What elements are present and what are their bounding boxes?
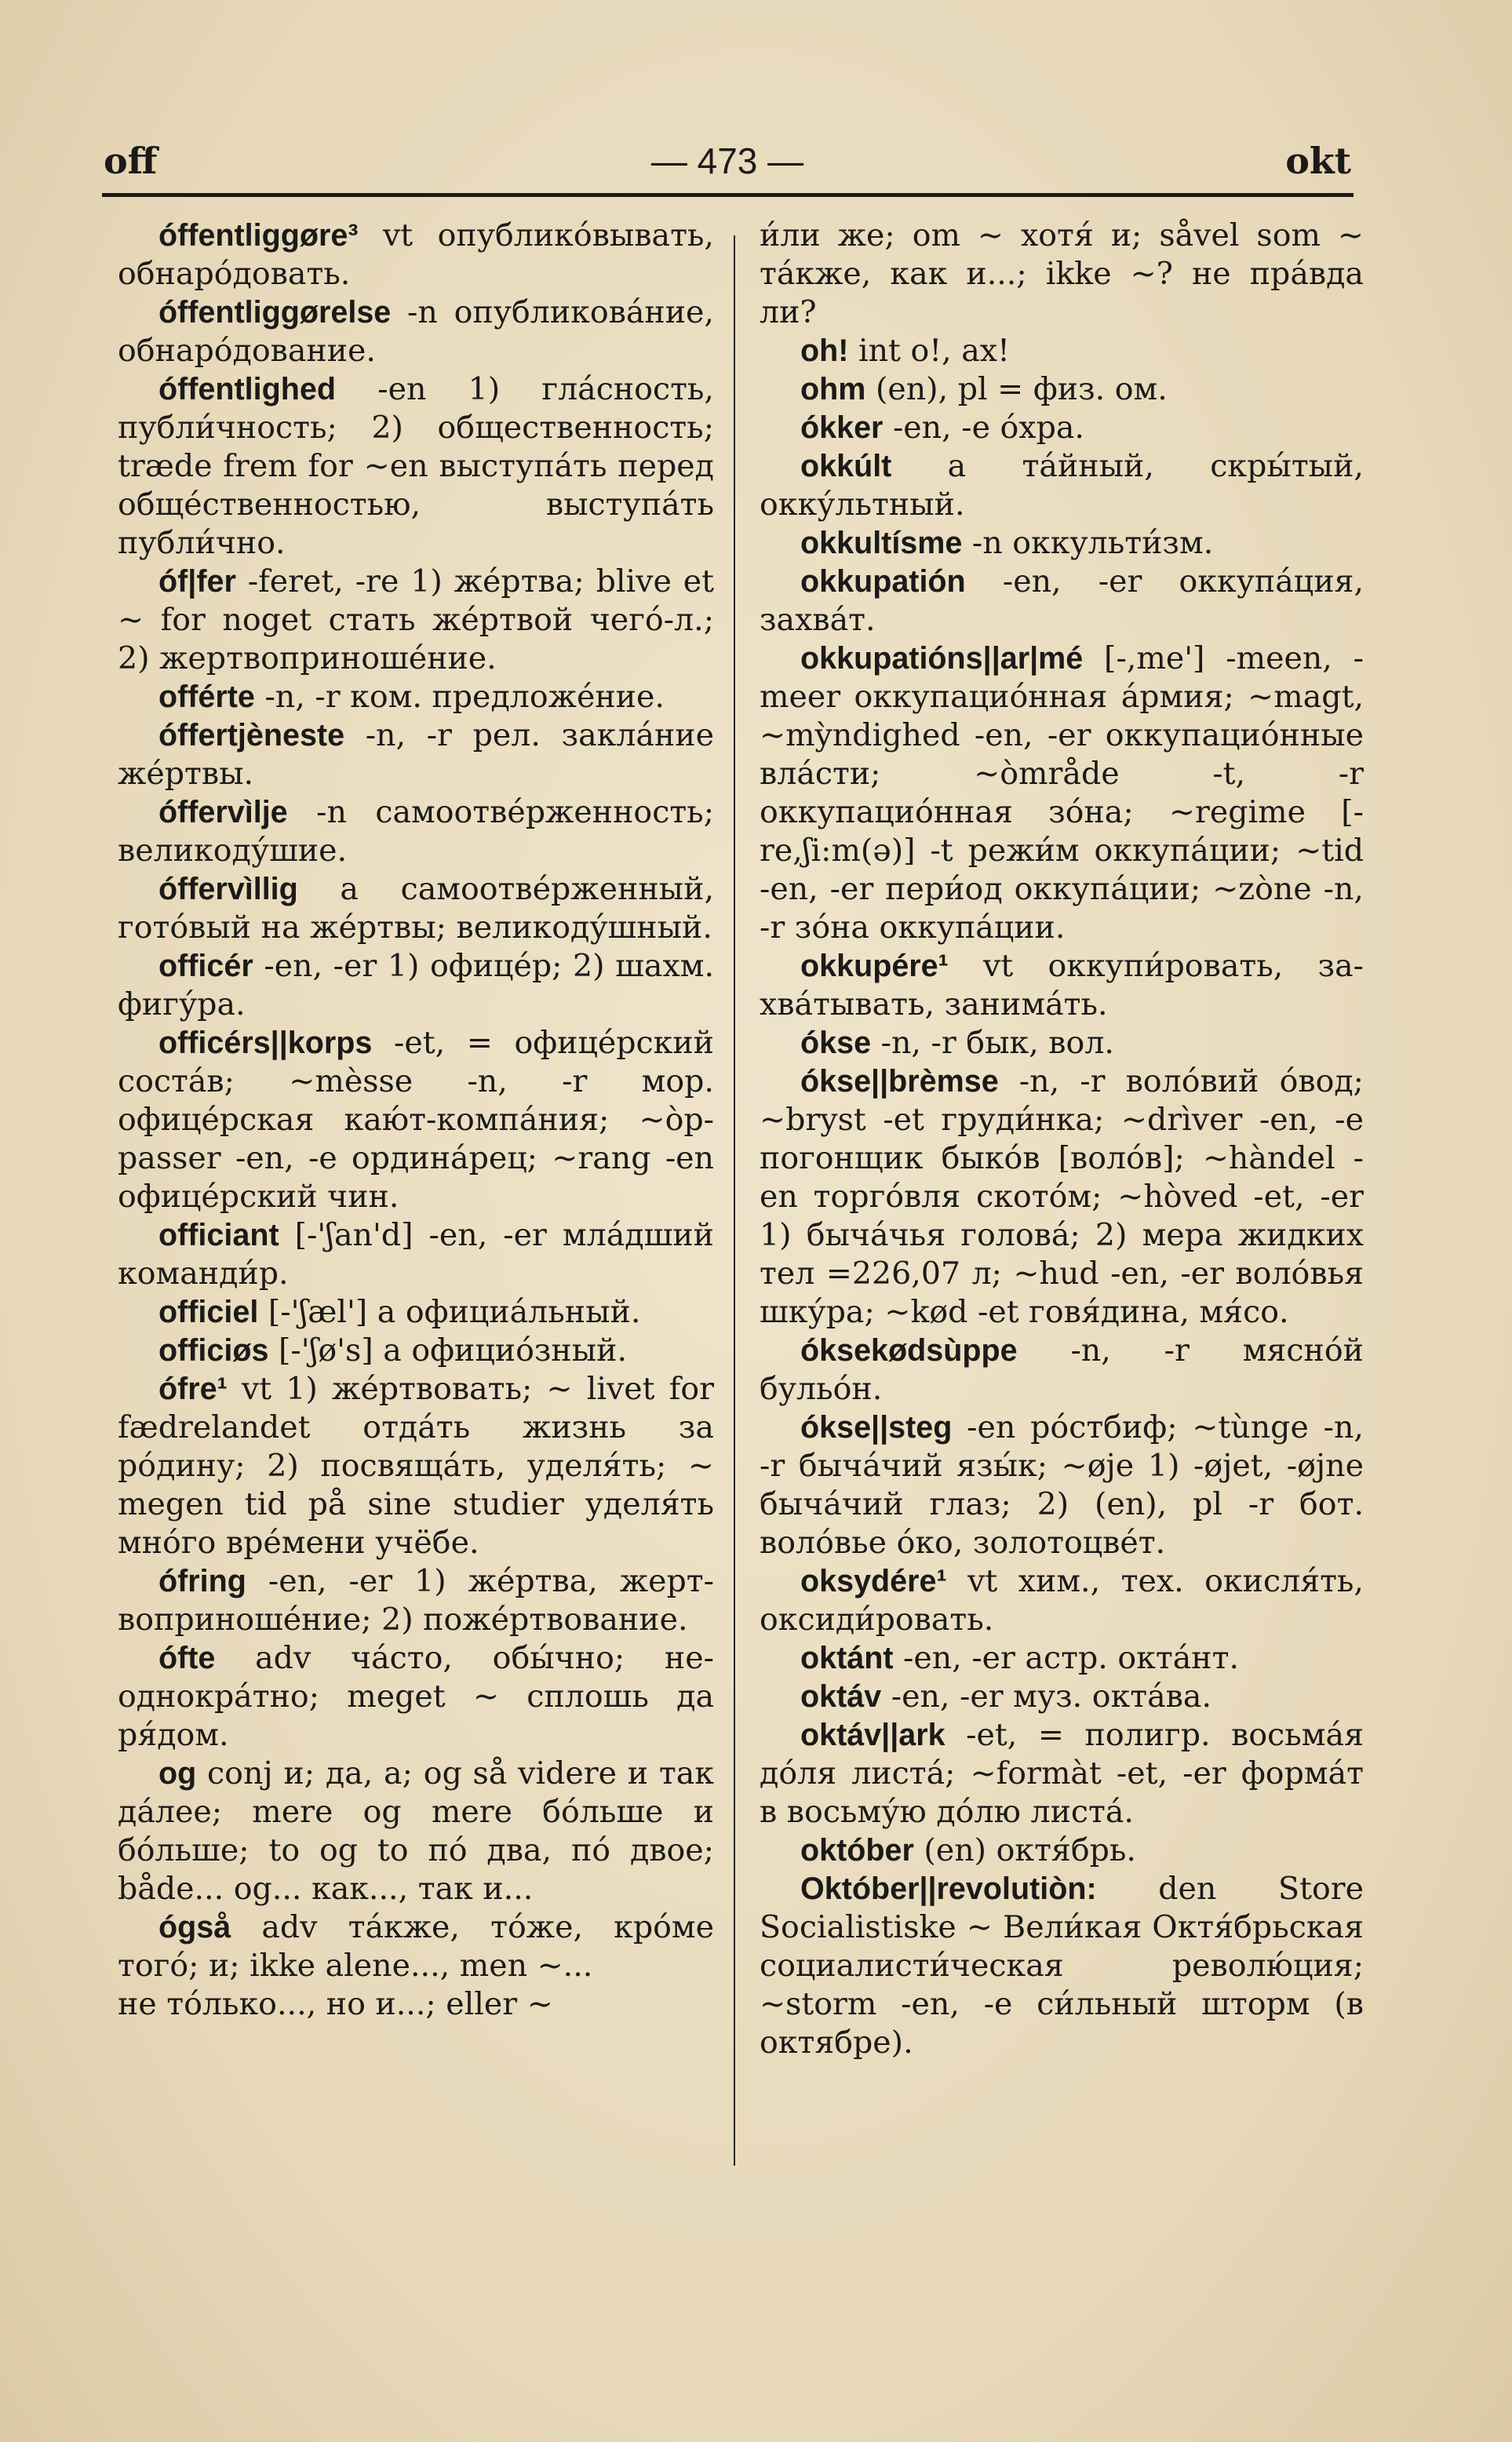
entry-definition: и́ли же; om ~ хотя́ и; såvel som ~ та́кже, как и...; ikke ~? не пра́вда ли?: [760, 217, 1364, 330]
entry-definition: -en, -er 1) же́ртва, жертвоприноше́ние; 2) поже́ртвование.: [118, 1563, 714, 1638]
dictionary-entry: [760, 1639, 1364, 1678]
headword: ókse||steg: [800, 1410, 953, 1445]
headword: óffentliggørelse: [158, 295, 392, 330]
headword: okkúlt: [800, 449, 892, 483]
headword: ófring: [158, 1564, 246, 1598]
entry-definition: [-'ʃæl'] a официа́льный.: [258, 1294, 641, 1330]
header-rule: [102, 193, 1354, 197]
dictionary-entry: [760, 1332, 1364, 1409]
headword: ókse||brèmse: [800, 1064, 999, 1099]
entry-definition: -en, -er астр. окта́нт.: [893, 1640, 1240, 1676]
headword: ókker: [800, 410, 884, 445]
headword: október: [800, 1833, 914, 1868]
dictionary-entry: [118, 1639, 714, 1755]
dictionary-entry: [760, 1562, 1364, 1639]
entry-definition: [-'ʃan'd] -en, -er мла́дший команди́р.: [118, 1217, 714, 1292]
entry-definition: [-,me'] -meen, -meer оккупацио́нная а́рмия; ~magt, ~mỳndighed -en, -er оккупацио́нные вла́сти; ~òmråde -t, -r оккупацио́нная зо́на; ~regime [-re,ʃi:m(ə)] -t режи́м оккупа́ции; ~tid -en, -er пери́од оккупа́ции; ~zòne -n, -r зо́на оккупа́ции.: [760, 640, 1364, 946]
entry-definition: -en 1) гла́сность, публи́чность; 2) общественность; træde frem for ~en выступа́ть перед обще́ственностью, выступа́ть публи́чно.: [118, 371, 714, 561]
header-left-guideword: off: [104, 140, 158, 182]
dictionary-entry: [760, 524, 1364, 563]
headword: okkupatión: [800, 564, 966, 599]
dictionary-entry: [118, 1216, 714, 1293]
headword: offérte: [158, 680, 255, 714]
headword: og: [158, 1756, 197, 1791]
header-right-guideword: okt: [1285, 140, 1351, 182]
entry-definition: adv ча́сто, обы́чно; неоднокра́тно; meget ~ сплошь да ря́дом.: [118, 1640, 714, 1753]
dictionary-entry: [760, 217, 1364, 332]
headword: ógså: [158, 1910, 231, 1944]
entry-definition: -n самоотве́рженность; великоду́шие.: [118, 794, 714, 869]
entry-definition: vt хим., тех. окисля́ть, оксиди́ровать.: [760, 1563, 1364, 1638]
headword: officér: [158, 949, 253, 983]
dictionary-entry: [118, 217, 714, 293]
dictionary-entry: [760, 1024, 1364, 1062]
dictionary-entry: [118, 1332, 714, 1370]
entry-definition: не то́лько..., но и...; eller ~: [118, 1986, 553, 2022]
entry-definition: [-'ʃø's] a официо́зный.: [268, 1332, 628, 1369]
entry-definition: -et, = офице́рский соста́в; ~mèsse -n, -r мор. офице́рская каю́т-компа́ния; ~òppasser -en, -e ордина́рец; ~rang -en офице́рский чин.: [118, 1025, 714, 1215]
headword: oktáv||ark: [800, 1718, 945, 1752]
headword: officiant: [158, 1218, 279, 1252]
dictionary-entry: [760, 1716, 1364, 1832]
dictionary-entry: [760, 947, 1364, 1024]
left-column: [118, 217, 714, 2024]
dictionary-entry: [760, 370, 1364, 409]
entry-definition: -n, -r рел. закла́ние же́ртвы.: [118, 717, 714, 792]
headword: óksekødsùppe: [800, 1333, 1018, 1368]
headword: óffentlighed: [158, 372, 336, 406]
dictionary-entry: [118, 370, 714, 563]
headword: óffervìllig: [158, 872, 298, 906]
dictionary-entry: [118, 1755, 714, 1908]
dictionary-entry: [118, 716, 714, 793]
entry-definition: conj и; да, а; og så videre и так да́лее; mere og mere бо́льше и бо́льше; to og to по́ два, по́ двое; både... og... как..., так и...: [118, 1755, 714, 1907]
dictionary-entry: [760, 1409, 1364, 1562]
dictionary-entry: [118, 678, 714, 716]
dictionary-entry: [118, 1293, 714, 1332]
dictionary-entry: [118, 1985, 714, 2024]
entry-definition: -n, -r воло́вий о́вод; ~bryst -et груди́нка; ~drìver -en, -e погонщик быко́в [воло́в]; ~hàndel -en торго́вля ското́м; ~hòved -et, -er 1) быча́чья голова́; 2) мера жидких тел =226,07 л; ~hud -en, -er воло́вья шку́ра; ~kød -et говя́дина, мя́со.: [760, 1063, 1364, 1330]
headword: okkupatións||ar|mé: [800, 641, 1084, 676]
dictionary-entry: [760, 1062, 1364, 1332]
entry-definition: vt опублико́вывать, обнаро́довать.: [118, 217, 714, 292]
dictionary-entry: [760, 409, 1364, 447]
headword: officérs||korps: [158, 1026, 373, 1060]
headword: ohm: [800, 372, 866, 406]
dictionary-entry: [118, 793, 714, 870]
headword: Október||revolutiòn:: [800, 1872, 1097, 1906]
dictionary-entry: [760, 332, 1364, 370]
page-number: — 473 —: [650, 140, 804, 181]
dictionary-entry: [118, 563, 714, 678]
column-divider: [734, 235, 735, 2166]
headword: ófte: [158, 1641, 216, 1675]
headword: óffertjèneste: [158, 718, 345, 753]
entry-definition: vt оккупи́ровать, захва́тывать, занима́ть.: [760, 948, 1364, 1022]
dictionary-entry: [118, 870, 714, 947]
entry-definition: adv та́кже, то́же, кро́ме того́; и; ikke alene..., men ~...: [118, 1909, 714, 1984]
dictionary-entry: [118, 293, 714, 370]
entry-definition: a самоотве́рженный, гото́вый на же́ртвы; великоду́шный.: [118, 871, 714, 946]
headword: okkultísme: [800, 526, 963, 560]
entry-definition: int o!, ах!: [848, 333, 1010, 369]
entry-definition: den Store Socialistiske ~ Вели́кая Октя́брьская социалисти́ческая револю́ция; ~storm -en, -e си́льный шторм (в октябре).: [760, 1871, 1364, 2061]
dictionary-entry: [760, 1678, 1364, 1716]
right-column: [760, 217, 1364, 2062]
headword: okkupére¹: [800, 949, 949, 983]
headword: ókse: [800, 1026, 872, 1060]
entry-definition: -en, -er оккупа́ция, захва́т.: [760, 563, 1364, 638]
headword: officiøs: [158, 1333, 269, 1368]
entry-definition: -en, -er 1) офице́р; 2) шахм. фигу́ра.: [118, 948, 714, 1022]
headword: ófre¹: [158, 1372, 228, 1406]
entry-definition: -n, -r ком. предложе́ние.: [254, 679, 665, 715]
entry-definition: -n, -r бык, вол.: [871, 1025, 1114, 1061]
headword: oh!: [800, 333, 849, 368]
headword: oktáv: [800, 1679, 882, 1714]
entry-definition: vt 1) же́ртвовать; ~ livet for fædrelandet отда́ть жизнь за ро́дину; 2) посвяща́ть, уделя́ть; ~ megen tid på sine studier уделя́ть мно́го вре́мени учёбе.: [118, 1371, 714, 1561]
dictionary-entry: [118, 1562, 714, 1639]
entry-definition: (en), pl = физ. ом.: [865, 371, 1168, 407]
headword: oksydére¹: [800, 1564, 947, 1598]
entry-definition: -en, -er муз. окта́ва.: [881, 1678, 1212, 1715]
dictionary-entry: [760, 640, 1364, 947]
entry-definition: -feret, -re 1) же́ртва; blive et ~ for noget стать же́ртвой чего́-л.; 2) жертвоприноше́ние.: [118, 563, 714, 676]
dictionary-entry: [760, 447, 1364, 524]
dictionary-entry: [118, 1024, 714, 1216]
headword: óffervìlje: [158, 795, 288, 829]
page-header: [104, 140, 1351, 195]
dictionary-entry: [118, 1370, 714, 1562]
dictionary-entry: [760, 563, 1364, 640]
entry-definition: -n опубликова́ние, обнаро́дование.: [118, 294, 714, 369]
dictionary-entry: [118, 947, 714, 1024]
dictionary-entry: [118, 1908, 714, 1985]
entry-definition: -n, -r мясно́й бульо́н.: [760, 1332, 1364, 1407]
entry-definition: (en) октя́брь.: [913, 1832, 1136, 1868]
headword: oktánt: [800, 1641, 894, 1675]
entry-definition: -en, -e о́хра.: [883, 410, 1084, 446]
headword: officiel: [158, 1295, 259, 1329]
dictionary-entry: [760, 1832, 1364, 1870]
entry-definition: a та́йный, скры́тый, окку́льтный.: [760, 448, 1364, 523]
headword: óf|fer: [158, 564, 236, 599]
headword: óffentliggøre³: [158, 218, 359, 253]
entry-definition: -en ро́стбиф; ~tùnge -n, -r быча́чий язы́к; ~øje 1) -øjet, -øjne быча́чий глаз; 2) (en), pl -r бот. воло́вье о́ко, золотоцве́т.: [760, 1409, 1364, 1561]
entry-definition: -et, = полигр. восьма́я до́ля листа́; ~formàt -et, -er форма́т в восьму́ю до́лю листа́.: [760, 1717, 1364, 1830]
entry-definition: -n оккульти́зм.: [962, 525, 1214, 561]
dictionary-entry: [760, 1870, 1364, 2062]
